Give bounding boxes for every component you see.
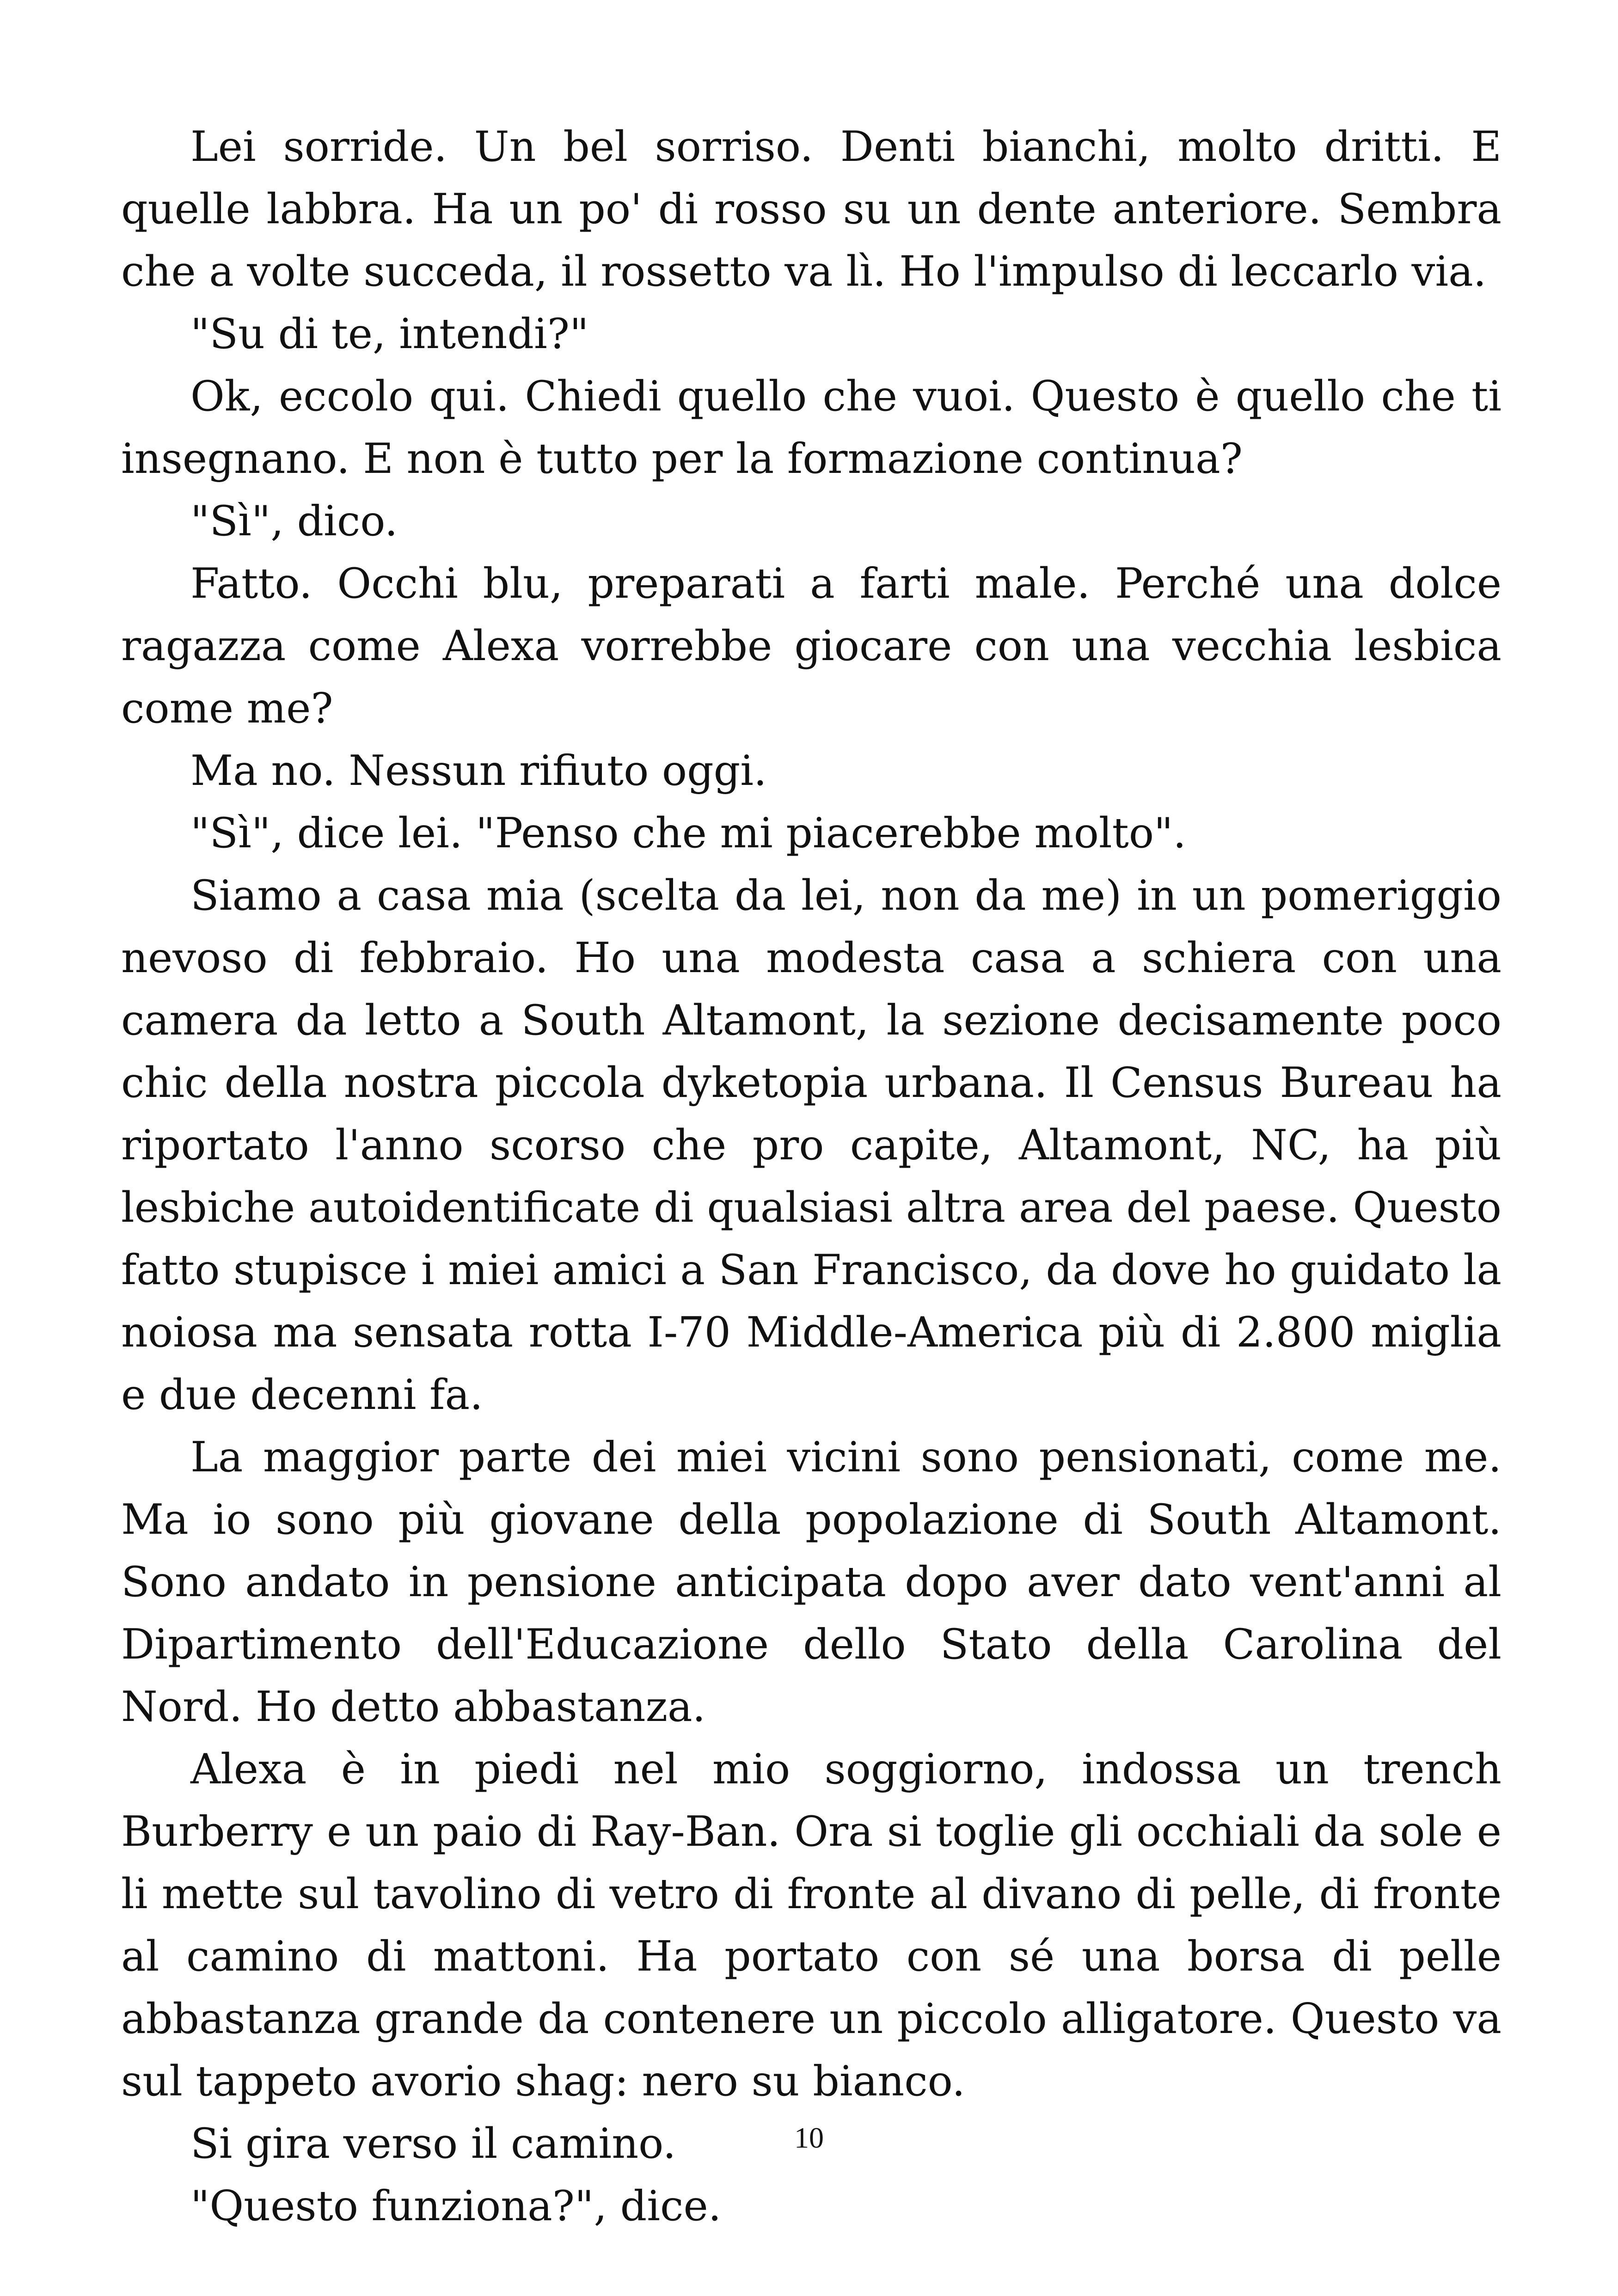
page-number: 10	[794, 2121, 824, 2154]
paragraph: Ok, eccolo qui. Chiedi quello che vuoi. Questo è quello che ti insegnano. E non è tutto per la formazione continua?	[121, 372, 1502, 483]
paragraph: Lei sorride. Un bel sorriso. Denti bianchi, molto dritti. E quelle labbra. Ha un po' di rosso su un dente anteriore. Sembra che a volte succeda, il rossetto va lì. Ho l'impulso di leccarlo via.	[121, 122, 1502, 296]
page-body	[121, 116, 1502, 2237]
paragraph: Fatto. Occhi blu, preparati a farti male. Perché una dolce ragazza come Alexa vorrebbe giocare con una vecchia lesbica come me?	[121, 559, 1502, 733]
paragraph: La maggior parte dei miei vicini sono pensionati, come me. Ma io sono più giovane della popolazione di South Altamont. Sono andato in pensione anticipata dopo aver dato vent'anni al Dipartimento dell'Educazione dello Stato della Carolina del Nord. Ho detto abbastanza.	[121, 1433, 1502, 1731]
paragraph: "Sì", dico.	[190, 497, 398, 545]
paragraph: Ma no. Nessun rifiuto oggi.	[190, 747, 767, 795]
paragraph: Siamo a casa mia (scelta da lei, non da me) in un pomeriggio nevoso di febbraio. Ho una modesta casa a schiera con una camera da letto a South Altamont, la sezione decisamente poco chic della nostra piccola dyketopia urbana. Il Census Bureau ha riportato l'anno scorso che pro capite, Altamont, NC, ha più lesbiche autoidentificate di qualsiasi altra area del paese. Questo fatto stupisce i miei amici a San Francisco, da dove ho guidato la noiosa ma sensata rotta I-70 Middle-America più di 2.800 miglia e due decenni fa.	[121, 871, 1502, 1419]
paragraph: "Sì", dice lei. "Penso che mi piacerebbe molto".	[190, 809, 1187, 857]
paragraph: "Questo funziona?", dice.	[190, 2182, 722, 2230]
paragraph: Alexa è in piedi nel mio soggiorno, indossa un trench Burberry e un paio di Ray-Ban. Ora si toglie gli occhiali da sole e li mette sul tavolino di vetro di fronte al divano di pelle, di fronte al camino di mattoni. Ha portato con sé una borsa di pelle abbastanza grande da contenere un piccolo alligatore. Questo va sul tappeto avorio shag: nero su bianco.	[121, 1745, 1502, 2106]
paragraph: Si gira verso il camino.	[190, 2119, 676, 2168]
paragraph: "Su di te, intendi?"	[190, 310, 589, 358]
